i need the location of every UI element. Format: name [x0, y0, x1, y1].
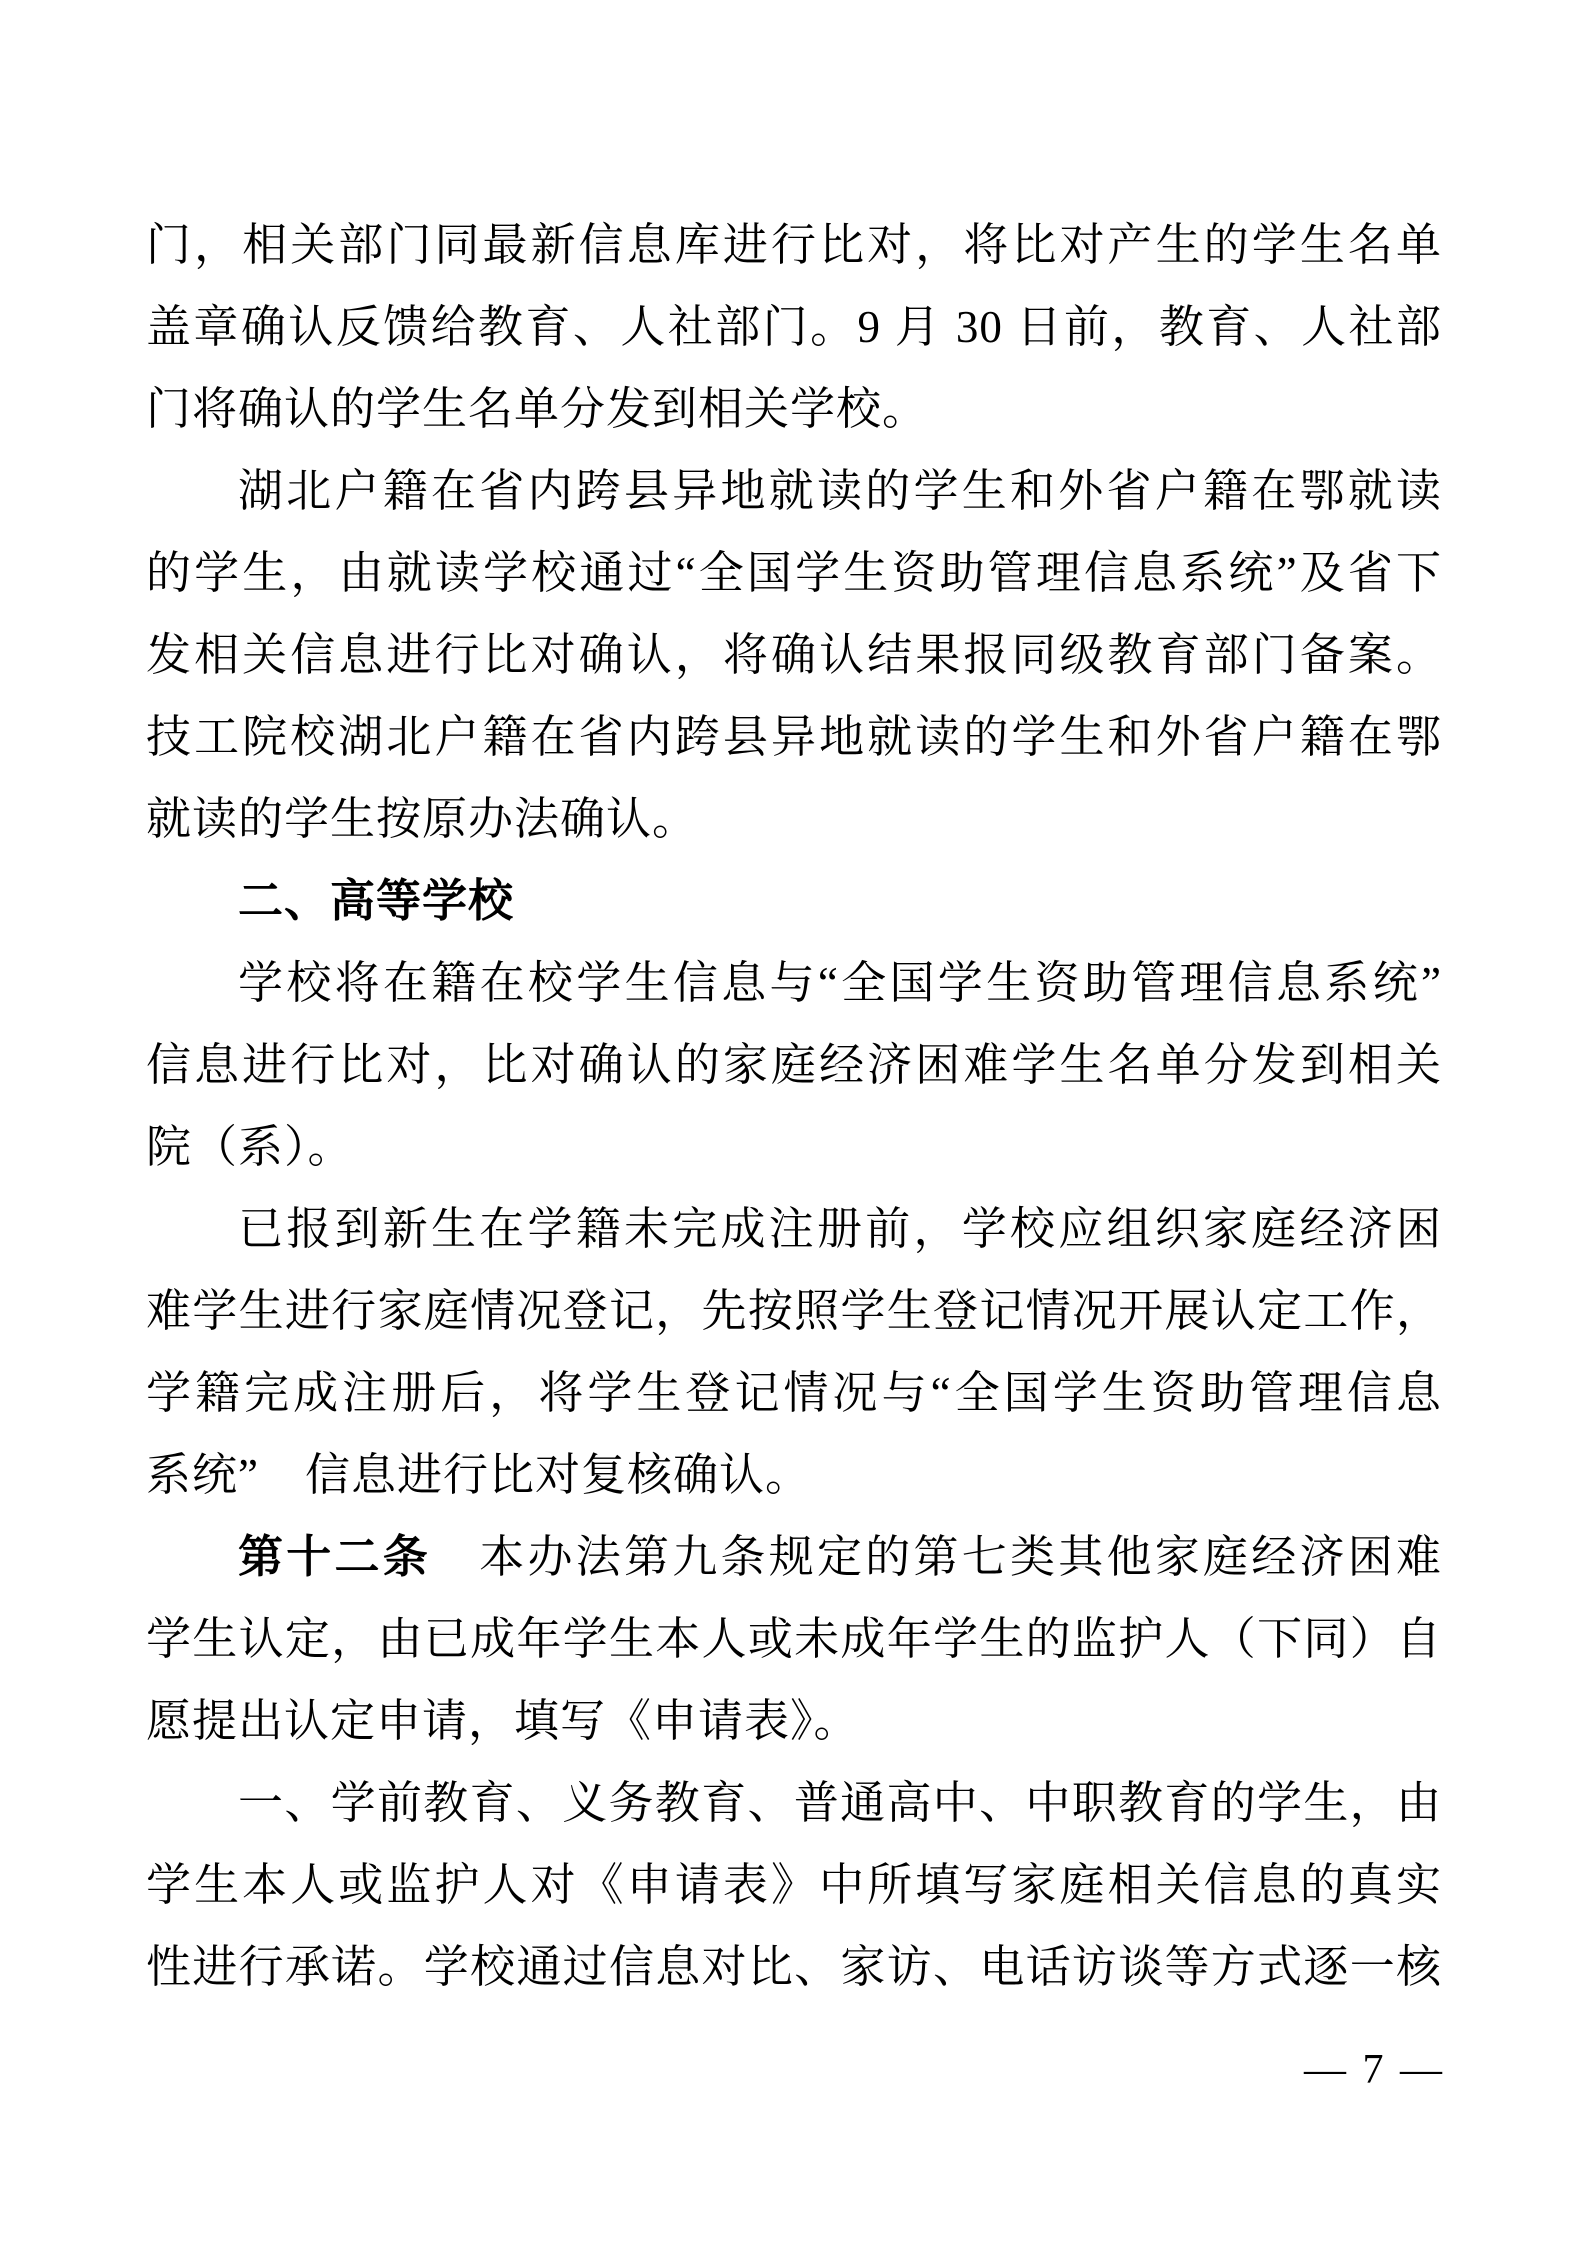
page-number: — 7 —	[1304, 2047, 1445, 2093]
text-line: 院（系）。	[146, 1122, 354, 1172]
text-line: 一、学前教育、义务教育、普通高中、中职教育的学生，由	[238, 1778, 1442, 1828]
text-line: 学生本人或监护人对《申请表》中所填写家庭相关信息的真实	[146, 1860, 1442, 1910]
text-line: 盖章确认反馈给教育、人社部门。9 月 30 日前，教育、人社部	[146, 302, 1442, 352]
article-text: 本办法第九条规定的第七类其他家庭经济困难	[431, 1532, 1442, 1582]
text-line: 门，相关部门同最新信息库进行比对，将比对产生的学生名单	[146, 220, 1442, 270]
text-line: 已报到新生在学籍未完成注册前，学校应组织家庭经济困	[238, 1204, 1442, 1254]
text-line: 学校将在籍在校学生信息与“全国学生资助管理信息系统”	[238, 958, 1442, 1008]
text-line: 湖北户籍在省内跨县异地就读的学生和外省户籍在鄂就读	[238, 466, 1442, 516]
text-line: 难学生进行家庭情况登记，先按照学生登记情况开展认定工作，	[146, 1286, 1442, 1336]
text-line: 信息进行比对，比对确认的家庭经济困难学生名单分发到相关	[146, 1040, 1442, 1090]
text-line: 发相关信息进行比对确认，将确认结果报同级教育部门备案。	[146, 630, 1442, 680]
article-line	[146, 1516, 1442, 1598]
section-heading: 二、高等学校	[238, 875, 515, 926]
text-line: 学籍完成注册后，将学生登记情况与“全国学生资助管理信息	[146, 1368, 1442, 1418]
text-line: 愿提出认定申请，填写《申请表》。	[146, 1696, 860, 1746]
text-line: 技工院校湖北户籍在省内跨县异地就读的学生和外省户籍在鄂	[146, 712, 1442, 762]
article-number: 第十二条	[238, 1531, 431, 1582]
text-line: 门将确认的学生名单分发到相关学校。	[146, 384, 929, 434]
text-line: 性进行承诺。学校通过信息对比、家访、电话访谈等方式逐一核	[146, 1942, 1442, 1992]
text-line: 的学生，由就读学校通过“全国学生资助管理信息系统”及省下	[146, 548, 1442, 598]
text-line: 系统” 信息进行比对复核确认。	[146, 1450, 811, 1500]
text-line: 学生认定，由已成年学生本人或未成年学生的监护人（下同）自	[146, 1614, 1442, 1664]
document-content	[146, 204, 1442, 2008]
text-line: 就读的学生按原办法确认。	[146, 794, 699, 844]
